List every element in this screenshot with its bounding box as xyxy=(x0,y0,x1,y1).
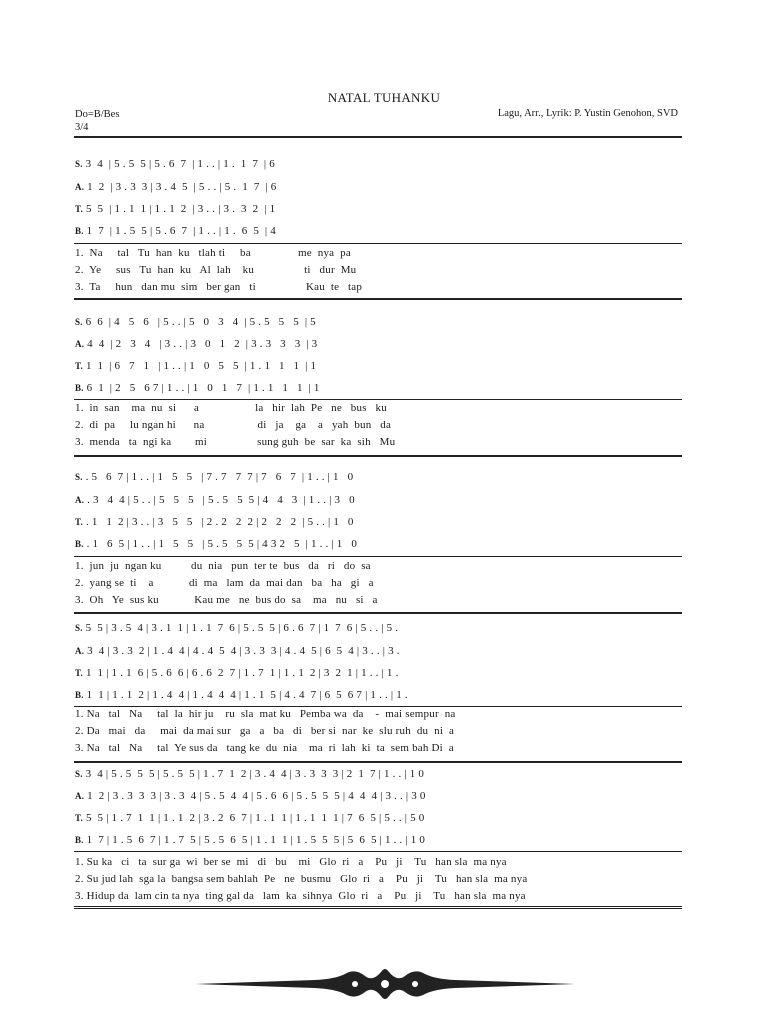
voice-tenor: T. 1 1 | 6 7 1 | 1 . . | 1 0 5 5 | 1 . 1 1 1 | 1 xyxy=(75,360,317,372)
voice-bass: B. 6 1 | 2 5 6 7 | 1 . . | 1 0 1 7 | 1 . 1 1 1 | 1 xyxy=(75,382,320,394)
system-rule xyxy=(74,455,682,457)
voice-tenor: T. 5 5 | 1 . 7 1 1 | 1 . 1 2 | 3 . 2 6 7 | 1 . 1 1 | 1 . 1 1 1 | 7 6 5 | 5 . . | 5 0 xyxy=(75,812,425,824)
lyric-verse-3: 3. menda ta ngi ka mi sung guh be sar ka sih Mu xyxy=(75,436,396,448)
voice-alto: A. 4 4 | 2 3 4 | 3 . . | 3 0 1 2 | 3 . 3 3 3 | 3 xyxy=(75,338,318,350)
lyric-verse-1: 1. jun ju ngan ku du nia pun ter te bus da ri do sa xyxy=(75,560,371,572)
lyrics-rule xyxy=(74,706,682,707)
lyric-verse-2: 2. Su jud lah sga la bangsa sem bahlah Pe ne busmu Glo ri a Pu ji Tu han sla ma nya xyxy=(75,873,528,885)
system-rule xyxy=(74,612,682,614)
voice-soprano: S. 3 4 | 5 . 5 5 5 | 5 . 5 5 | 1 . 7 1 2 | 3 . 4 4 | 3 . 3 3 3 | 2 1 7 | 1 . . | 1 0 xyxy=(75,768,425,780)
voice-alto: A. 3 4 | 3 . 3 2 | 1 . 4 4 | 4 . 4 5 4 | 3 . 3 3 | 4 . 4 5 | 6 5 4 | 3 . . | 3 . xyxy=(75,645,400,657)
lyric-verse-1: 1. Na tal Tu han ku tlah ti ba me nya pa xyxy=(75,247,351,259)
song-title: NATAL TUHANKU xyxy=(327,90,441,105)
final-double-rule xyxy=(74,906,682,909)
lyrics-rule xyxy=(74,243,682,244)
system-rule xyxy=(74,761,682,763)
key-and-time xyxy=(75,108,119,134)
voice-soprano: S. . 5 6 7 | 1 . . | 1 5 5 | 7 . 7 7 7 | 7 6 7 | 1 . . | 1 0 xyxy=(75,471,354,483)
voice-alto: A. 1 2 | 3 . 3 3 | 3 . 4 5 | 5 . . | 5 . 1 7 | 6 xyxy=(75,181,277,193)
lyrics-rule xyxy=(74,399,682,400)
voice-tenor: T. 1 1 | 1 . 1 6 | 5 . 6 6 | 6 . 6 2 7 | 1 . 7 1 | 1 . 1 2 | 3 2 1 | 1 . . | 1 . xyxy=(75,667,399,679)
lyric-verse-3: 3. Na tal Na tal Ye sus da tang ke du nia ma ri lah ki ta sem bah Di a xyxy=(75,742,454,754)
lyric-verse-3: 3. Hidup da lam cin ta nya ting gal da lam ka sihnya Glo ri a Pu ji Tu han sla ma nya xyxy=(75,890,526,902)
voice-soprano: S. 6 6 | 4 5 6 | 5 . . | 5 0 3 4 | 5 . 5 5 5 | 5 xyxy=(75,316,316,328)
key-signature: Do=B/Bes xyxy=(75,109,120,120)
lyric-verse-2: 2. yang se ti a di ma lam da mai dan ba ha gi a xyxy=(75,577,374,589)
lyric-verse-3: 3. Oh Ye sus ku Kau me ne bus do sa ma nu si a xyxy=(75,594,378,606)
voice-bass: B. 1 1 | 1 . 1 2 | 1 . 4 4 | 1 . 4 4 4 | 1 . 1 5 | 4 . 4 7 | 6 5 6 7 | 1 . . | 1 . xyxy=(75,689,408,701)
time-signature: 3/4 xyxy=(75,122,89,133)
lyric-verse-3: 3. Ta hun dan mu sim ber gan ti Kau te tap xyxy=(75,281,363,293)
voice-alto: A. 1 2 | 3 . 3 3 3 | 3 . 3 4 | 5 . 5 4 4 | 5 . 6 6 | 5 . 5 5 5 | 4 4 4 | 3 . . | 3 0 xyxy=(75,790,426,802)
lyric-verse-1: 1. Na tal Na tal la hir ju ru sla mat ku Pemba wa da - mai sempur na xyxy=(75,708,456,720)
voice-bass: B. 1 7 | 1 . 5 6 7 | 1 . 7 5 | 5 . 5 6 5 | 1 . 1 1 | 1 . 5 5 5 | 5 6 5 | 1 . . | 1 0 xyxy=(75,834,426,846)
lyric-verse-2: 2. Ye sus Tu han ku Al lah ku ti dur Mu xyxy=(75,264,357,276)
voice-bass: B. 1 7 | 1 . 5 5 | 5 . 6 7 | 1 . . | 1 . 6 5 | 4 xyxy=(75,225,276,237)
lyric-verse-2: 2. di pa lu ngan hi na di ja ga a yah bun da xyxy=(75,419,392,431)
credits: Lagu, Arr., Lyrik: P. Yustin Genohon, SVD xyxy=(497,108,678,119)
lyric-verse-1: 1. in san ma nu si a la hir lah Pe ne bus ku xyxy=(75,402,387,414)
ornament-divider-icon xyxy=(195,960,575,1004)
lyric-verse-1: 1. Su ka ci ta sur ga wi ber se mi di bu mi Glo ri a Pu ji Tu han sla ma nya xyxy=(75,856,507,868)
voice-tenor: T. 5 5 | 1 . 1 1 | 1 . 1 2 | 3 . . | 3 . 3 2 | 1 xyxy=(75,203,276,215)
voice-tenor: T. . 1 1 2 | 3 . . | 3 5 5 | 2 . 2 2 2 | 2 2 2 | 5 . . | 1 0 xyxy=(75,516,354,528)
header-rule xyxy=(74,136,682,138)
lyrics-rule xyxy=(74,851,682,852)
voice-bass: B. . 1 6 5 | 1 . . | 1 5 5 | 5 . 5 5 5 | 4 3 2 5 | 1 . . | 1 0 xyxy=(75,538,358,550)
voice-soprano: S. 5 5 | 3 . 5 4 | 3 . 1 1 | 1 . 1 7 6 | 5 . 5 5 | 6 . 6 7 | 1 7 6 | 5 . . | 5 . xyxy=(75,622,399,634)
voice-soprano: S. 3 4 | 5 . 5 5 | 5 . 6 7 | 1 . . | 1 . 1 7 | 6 xyxy=(75,158,275,170)
lyrics-rule xyxy=(74,556,682,557)
system-rule xyxy=(74,298,682,300)
lyric-verse-2: 2. Da mai da mai da mai sur ga a ba di ber si nar ke slu ruh du ni a xyxy=(75,725,455,737)
voice-alto: A. . 3 4 4 | 5 . . | 5 5 5 | 5 . 5 5 5 | 4 4 3 | 1 . . | 3 0 xyxy=(75,494,355,506)
